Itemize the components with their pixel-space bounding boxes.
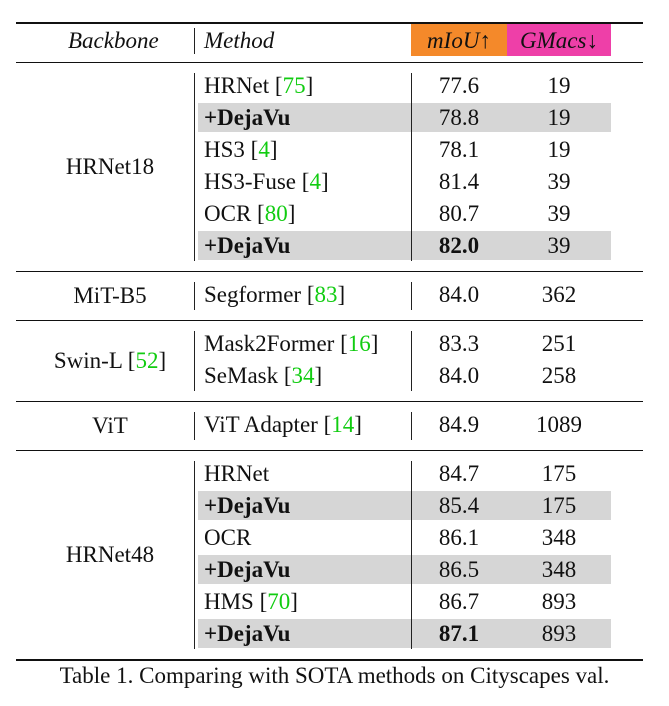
method-cell-text: +DejaVu	[204, 557, 291, 582]
method-cell	[204, 620, 290, 648]
backbone-cell: Swin-L [52]	[53, 348, 167, 373]
backbone-text: HRNet48	[65, 542, 155, 567]
method-cell-ref: 4	[309, 169, 321, 194]
method-cell: HRNet [75]	[204, 73, 314, 98]
group-rule	[16, 271, 643, 272]
miou-cell: 83.3	[438, 331, 480, 356]
header-miou: mIoU↑	[427, 28, 491, 53]
method-cell-ref: 4	[258, 137, 270, 162]
method-cell-ref: 14	[331, 412, 355, 437]
header-backbone: Backbone	[68, 28, 159, 53]
gmacs-cell: 19	[547, 105, 571, 130]
method-cell-ref: 75	[282, 73, 306, 98]
method-cell: HS3 [4]	[204, 137, 278, 162]
backbone-cell	[66, 541, 154, 569]
method-cell-text: Mask2Former	[204, 331, 335, 356]
method-cell-text: ViT Adapter	[204, 412, 318, 437]
backbone-text: HRNet18	[65, 154, 155, 179]
gmacs-cell: 348	[541, 525, 577, 550]
miou-cell: 84.7	[438, 461, 480, 486]
method-cell-text: HMS	[204, 589, 254, 614]
backbone-divider	[194, 282, 195, 310]
header-divider	[194, 28, 195, 54]
backbone-cell	[73, 282, 146, 310]
gmacs-cell: 175	[541, 461, 577, 486]
metrics-divider	[411, 282, 412, 310]
backbone-ref: 52	[135, 348, 159, 373]
method-cell-text: +DejaVu	[204, 105, 291, 130]
miou-cell: 82.0	[438, 233, 480, 258]
group-rule	[16, 401, 643, 402]
backbone-divider	[194, 461, 195, 649]
miou-cell: 84.0	[438, 363, 480, 388]
backbone-divider	[194, 331, 195, 391]
gmacs-cell: 362	[541, 282, 577, 307]
backbone-text: ViT	[92, 413, 128, 438]
miou-cell: 84.0	[438, 282, 480, 307]
method-cell: Segformer [83]	[204, 282, 346, 307]
method-cell: HMS [70]	[204, 589, 298, 614]
method-cell: OCR [80]	[204, 201, 296, 226]
metrics-divider	[411, 73, 412, 261]
method-cell-text: HRNet	[204, 73, 270, 98]
method-cell-ref: 83	[314, 282, 338, 307]
method-cell	[204, 460, 269, 488]
method-cell: SeMask [34]	[204, 363, 323, 388]
miou-cell: 80.7	[438, 201, 480, 226]
backbone-cell	[92, 412, 128, 440]
backbone-text: Swin-L	[53, 348, 123, 373]
method-cell-text: OCR	[204, 201, 252, 226]
method-cell-text: Segformer	[204, 282, 302, 307]
header-gmacs: GMacs↓	[520, 28, 598, 53]
method-cell	[204, 556, 290, 584]
method-cell-text: +DejaVu	[204, 621, 291, 646]
backbone-cell	[66, 153, 154, 181]
method-cell: Mask2Former [16]	[204, 331, 379, 356]
metrics-divider	[411, 461, 412, 649]
miou-cell: 77.6	[438, 73, 480, 98]
method-cell: HS3-Fuse [4]	[204, 169, 329, 194]
method-cell: ViT Adapter [14]	[204, 412, 362, 437]
miou-cell: 85.4	[438, 493, 480, 518]
backbone-text: MiT-B5	[73, 283, 147, 308]
backbone-divider	[194, 412, 195, 440]
bottom-rule	[16, 659, 643, 661]
gmacs-cell: 39	[547, 233, 571, 258]
method-cell	[204, 104, 290, 132]
gmacs-cell: 1089	[536, 412, 582, 437]
gmacs-cell: 258	[541, 363, 577, 388]
method-cell-ref: 80	[264, 201, 288, 226]
gmacs-cell: 893	[541, 621, 577, 646]
group-rule	[16, 450, 643, 451]
metrics-divider	[411, 412, 412, 440]
miou-cell: 81.4	[438, 169, 480, 194]
miou-cell: 86.1	[438, 525, 480, 550]
gmacs-cell: 175	[541, 493, 577, 518]
gmacs-cell: 251	[541, 331, 577, 356]
backbone-divider	[194, 73, 195, 261]
gmacs-cell: 348	[541, 557, 577, 582]
method-cell-text: HRNet	[204, 461, 270, 486]
method-cell-ref: 34	[291, 363, 315, 388]
miou-cell: 86.7	[438, 589, 480, 614]
gmacs-cell: 39	[547, 201, 571, 226]
method-cell	[204, 232, 290, 260]
miou-cell: 87.1	[438, 621, 480, 646]
method-cell	[204, 524, 251, 552]
method-cell	[204, 492, 290, 520]
table-caption: Table 1. Comparing with SOTA methods on Cityscapes val.	[59, 663, 610, 688]
method-cell-text: OCR	[204, 525, 252, 550]
gmacs-cell: 39	[547, 169, 571, 194]
group-rule	[16, 320, 643, 321]
method-cell-ref: 16	[347, 331, 371, 356]
header-method: Method	[204, 28, 275, 53]
gmacs-cell: 893	[541, 589, 577, 614]
metrics-divider	[411, 331, 412, 391]
method-cell-text: HS3	[204, 137, 245, 162]
gmacs-cell: 19	[547, 73, 571, 98]
method-cell-ref: 70	[267, 589, 291, 614]
gmacs-cell: 19	[547, 137, 571, 162]
miou-cell: 86.5	[438, 557, 480, 582]
method-cell-text: +DejaVu	[204, 233, 291, 258]
miou-cell: 78.1	[438, 137, 480, 162]
miou-cell: 84.9	[438, 412, 480, 437]
miou-cell: 78.8	[438, 105, 480, 130]
method-cell-text: HS3-Fuse	[204, 169, 297, 194]
method-cell-text: +DejaVu	[204, 493, 291, 518]
method-cell-text: SeMask	[204, 363, 279, 388]
header-rule	[16, 62, 643, 63]
